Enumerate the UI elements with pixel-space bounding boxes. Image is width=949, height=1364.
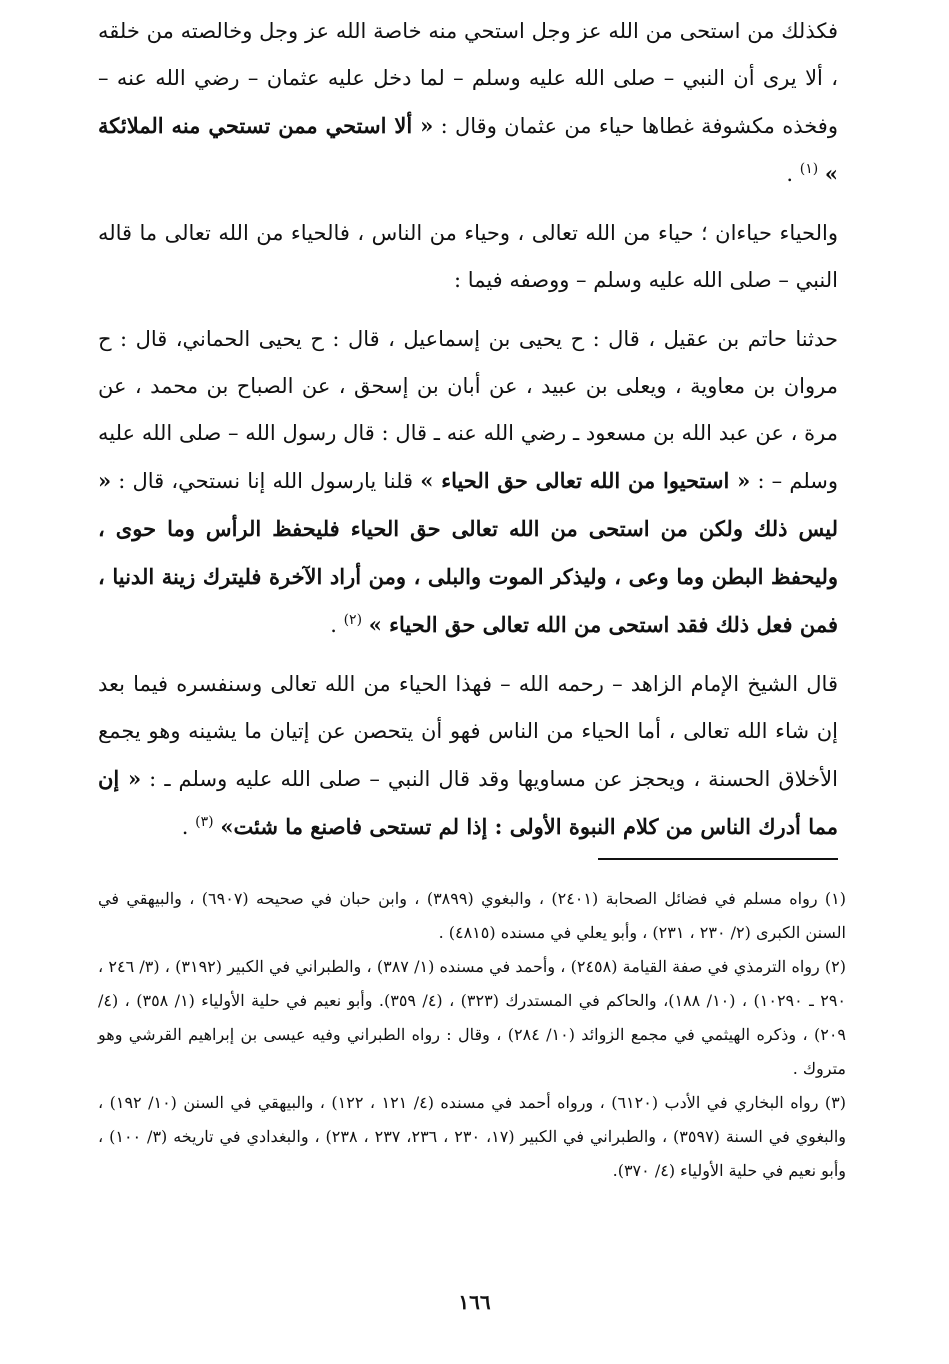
footnotes	[98, 882, 846, 1188]
paragraph-4-text: قال الشيخ الإمام الزاهد – رحمه الله – فهذا الحياء من الله تعالى وسنفسره فيما بعد إن شاء الله تعالى ، أما الحياء من الناس فهو أن يتحصن عن إتيان ما يشينه وهو يجمع الأخلاق الحسنة ، ويحجز عن مساويها وقد قال النبي – صلى الله عليه وسلم ـ :	[98, 672, 838, 791]
hadith-quote-3: « ليس ذلك ولكن من استحى من الله تعالى حق الحياء فليحفظ الرأس وما حوى ، وليحفظ البطن وما وعى ، وليذكر الموت والبلى ، ومن أراد الآخرة فليترك زينة الدنيا ، فمن فعل ذلك فقد استحى من الله تعالى حق الحياء »	[98, 468, 838, 637]
hadith-quote-1: « ألا استحي ممن تستحي منه الملائكة »	[98, 113, 838, 186]
paragraph-2-text: والحياء حياءان ؛ حياء من الله تعالى ، وحياء من الناس ، فالحياء من الله تعالى ما قاله النبي – صلى الله عليه وسلم – ووصفه فيما :	[98, 221, 838, 292]
isnad-text: حدثنا حاتم بن عقيل ، قال : ح يحيى بن إسماعيل ، قال : ح يحيى الحماني، قال : ح مروان بن معاوية ، ويعلى بن عبيد ، عن أبان بن إسحق ، عن الصباح بن محمد ، عن مرة ، عن عبد الله بن مسعود ـ رضي الله عنه ـ قال : قال رسول الله – صلى الله عليه وسلم – :	[98, 327, 839, 493]
paragraph-1-text: فكذلك من استحى من الله عز وجل استحي منه خاصة الله عز وجل وخالصته من خلقه ، ألا يرى أن النبي – صلى الله عليه وسلم – لما دخل عليه عثمان – رضي الله عنه – وفخذه مكشوفة غطاها حياء من عثمان وقال :	[98, 19, 838, 138]
paragraph-3-end: .	[330, 613, 337, 637]
footnote-ref-3: (٣)	[195, 814, 214, 830]
main-text	[98, 8, 838, 851]
footnote-3: (٣) رواه البخاري في الأدب (٦١٢٠) ، ورواه أحمد في مسنده (٤/ ١٢١ ، ١٢٢) ، والبيهقي في السنن (١٠/ ١٩٢) ، والبغوي في السنة (٣٥٩٧) ، والطبراني في الكبير (١٧، ٢٣٠ ، ٢٣٦، ٢٣٧ ، ٢٣٨) ، والبغدادي في تاريخه (٣/ ١٠٠) ، وأبو نعيم في حلية الأولياء (٤/ ٣٧٠).	[98, 1093, 847, 1180]
hadith-quote-2: « استحيوا من الله تعالى حق الحياء »	[420, 468, 751, 493]
page-number: ١٦٦	[458, 1290, 491, 1314]
footnote-ref-1: (١)	[799, 161, 819, 177]
paragraph-3	[98, 316, 838, 649]
paragraph-4	[98, 661, 838, 851]
paragraph-1-end: .	[786, 162, 794, 186]
footnote-1: (١) رواه مسلم في فضائل الصحابة (٢٤٠١) ، والبغوي (٣٨٩٩) ، وابن حبان في صحيحه (٦٩٠٧) ، والبيهقي في السنن الكبرى (٢/ ٢٣٠ ، ٢٣١) ، وأبو يعلي في مسنده (٤٨١٥) .	[98, 889, 847, 942]
hadith-quote-4: « إن مما أدرك الناس من كلام النبوة الأولى : إذا لم تستحى فاصنع ما شئت»	[98, 766, 838, 839]
paragraph-4-end: .	[181, 815, 189, 839]
footnote-2: (٢) رواه الترمذي في صفة القيامة (٢٤٥٨) ، وأحمد في مسنده (١/ ٣٨٧) ، والطبراني في الكبير (٣١٩٢) ، (٣/ ٢٤٦ ، ٢٩٠ ـ ١٠٢٩٠) ، (١٠/ ١٨٨)، والحاكم في المستدرك (٣٢٣) ، (٤/ ٣٥٩). وأبو نعيم في حلية الأولياء (١/ ٣٥٨) ، (٤/ ٢٠٩) ، وذكره الهيثمي في مجمع الزوائد (١٠/ ٢٨٤) ، وقال : رواه الطبراني وفيه عيسى بن إبراهيم القرشي وهو متروك .	[98, 957, 847, 1078]
paragraph-3-middle: قلنا يارسول الله إنا نستحي، قال :	[118, 469, 414, 493]
footnote-ref-2: (٢)	[343, 612, 363, 628]
footnote-divider	[598, 858, 838, 860]
paragraph-2	[98, 210, 838, 304]
paragraph-1	[98, 8, 838, 198]
